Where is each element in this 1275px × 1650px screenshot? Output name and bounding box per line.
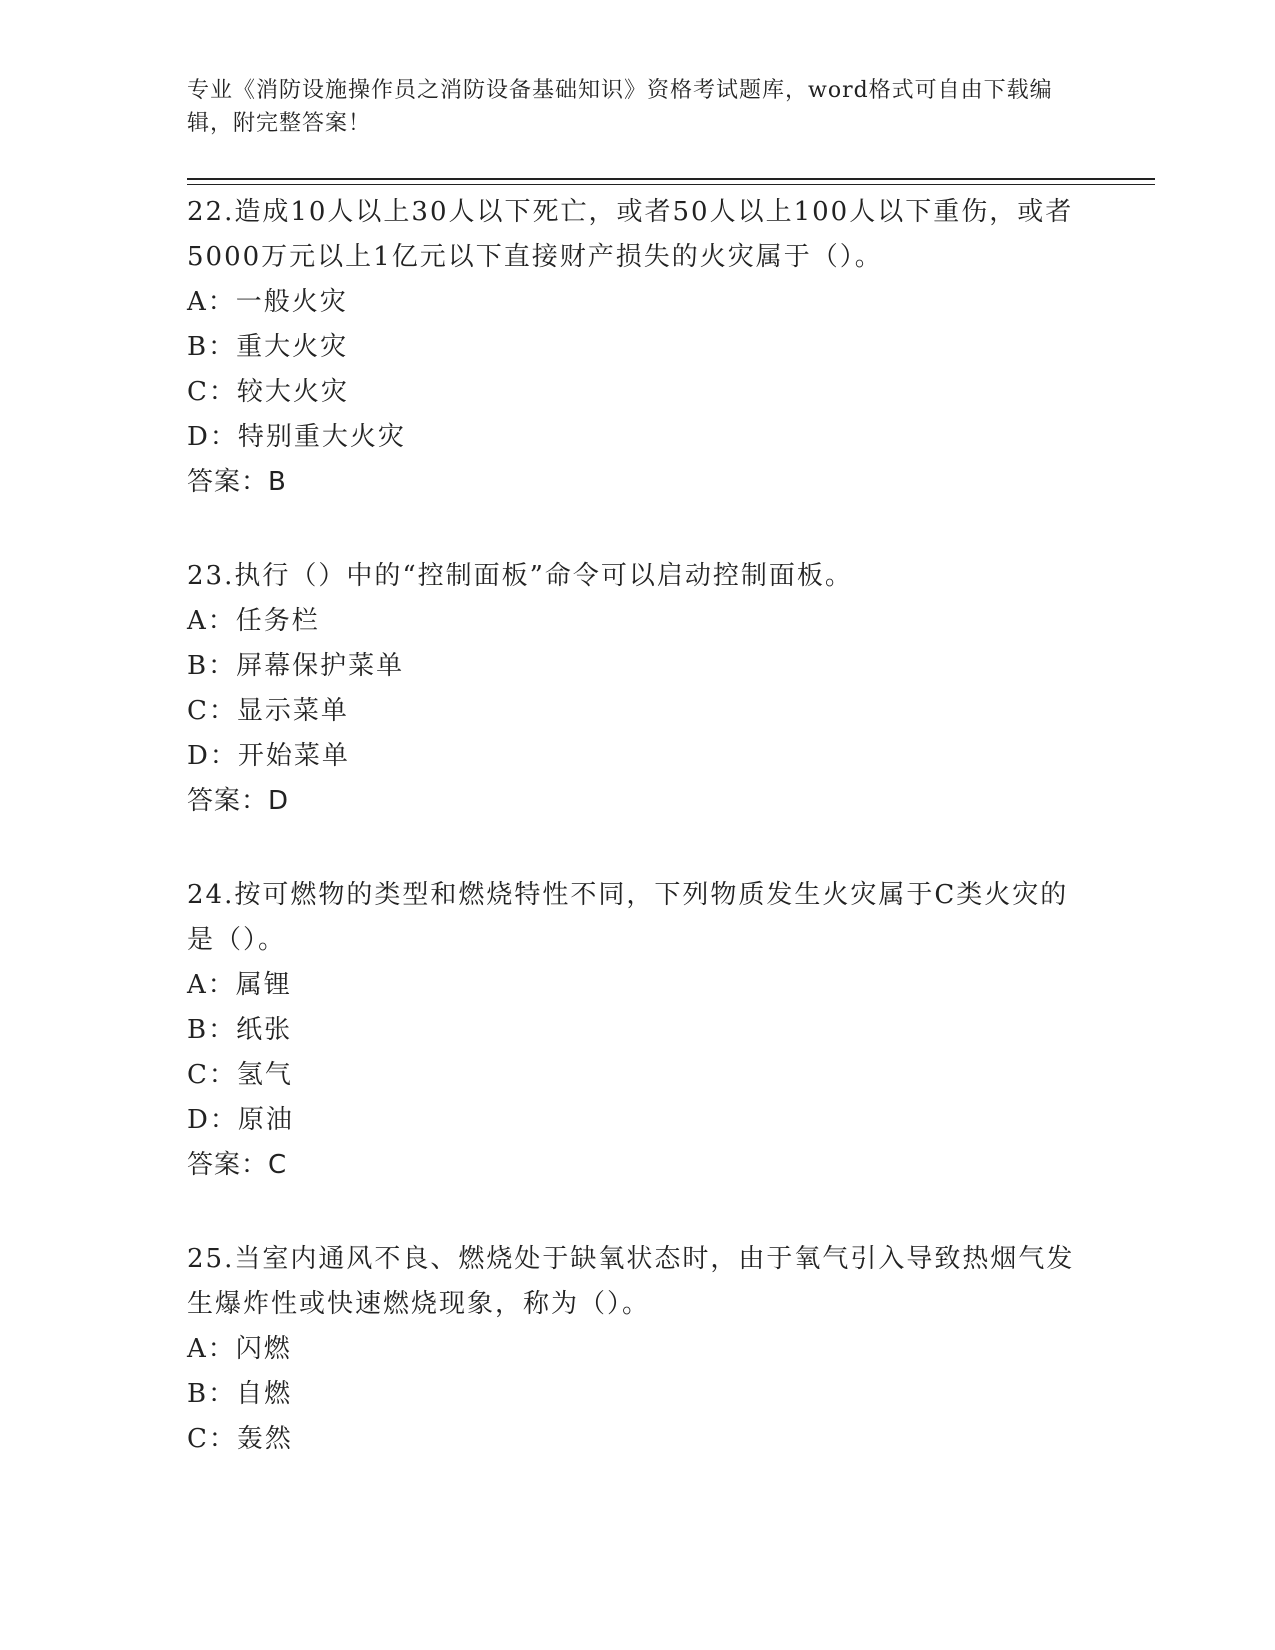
header-divider-thin — [187, 184, 1155, 185]
answer-line: 答案：D — [187, 786, 290, 816]
option-a: A：一般火灾 — [187, 287, 348, 317]
answer-line: 答案：C — [187, 1150, 288, 1180]
question-stem: 22.造成10人以上30人以下死亡，或者50人以上100人以下重伤，或者5000万元以上1亿元以下直接财产损失的火灾属于（）。 — [187, 197, 1074, 272]
option-b: B：屏幕保护菜单 — [187, 651, 405, 681]
option-c: C：较大火灾 — [187, 377, 349, 407]
header-divider-thick — [187, 178, 1155, 180]
question-25 — [187, 1237, 1087, 1462]
option-b: B：自燃 — [187, 1379, 293, 1409]
option-b: B：纸张 — [187, 1015, 293, 1045]
option-b: B：重大火灾 — [187, 332, 349, 362]
answer-line: 答案：B — [187, 467, 287, 497]
option-c: C：轰然 — [187, 1424, 293, 1454]
question-23 — [187, 554, 1087, 824]
option-a: A：属锂 — [187, 970, 292, 1000]
option-a: A：任务栏 — [187, 606, 320, 636]
option-c: C：显示菜单 — [187, 696, 349, 726]
option-c: C：氢气 — [187, 1060, 293, 1090]
question-24 — [187, 873, 1087, 1188]
option-d: D：特别重大火灾 — [187, 422, 406, 452]
document-header: 专业《消防设施操作员之消防设备基础知识》资格考试题库，word格式可自由下载编辑，附完整答案！ — [187, 78, 1053, 136]
option-d: D：原油 — [187, 1105, 294, 1135]
question-22 — [187, 190, 1087, 505]
option-d: D：开始菜单 — [187, 741, 350, 771]
question-stem: 24.按可燃物的类型和燃烧特性不同，下列物质发生火灾属于C类火灾的是（）。 — [187, 880, 1069, 955]
option-a: A：闪燃 — [187, 1334, 292, 1364]
question-stem: 23.执行（）中的“控制面板”命令可以启动控制面板。 — [187, 561, 853, 591]
question-stem: 25.当室内通风不良、燃烧处于缺氧状态时，由于氧气引入导致热烟气发生爆炸性或快速燃烧现象，称为（）。 — [187, 1244, 1075, 1319]
